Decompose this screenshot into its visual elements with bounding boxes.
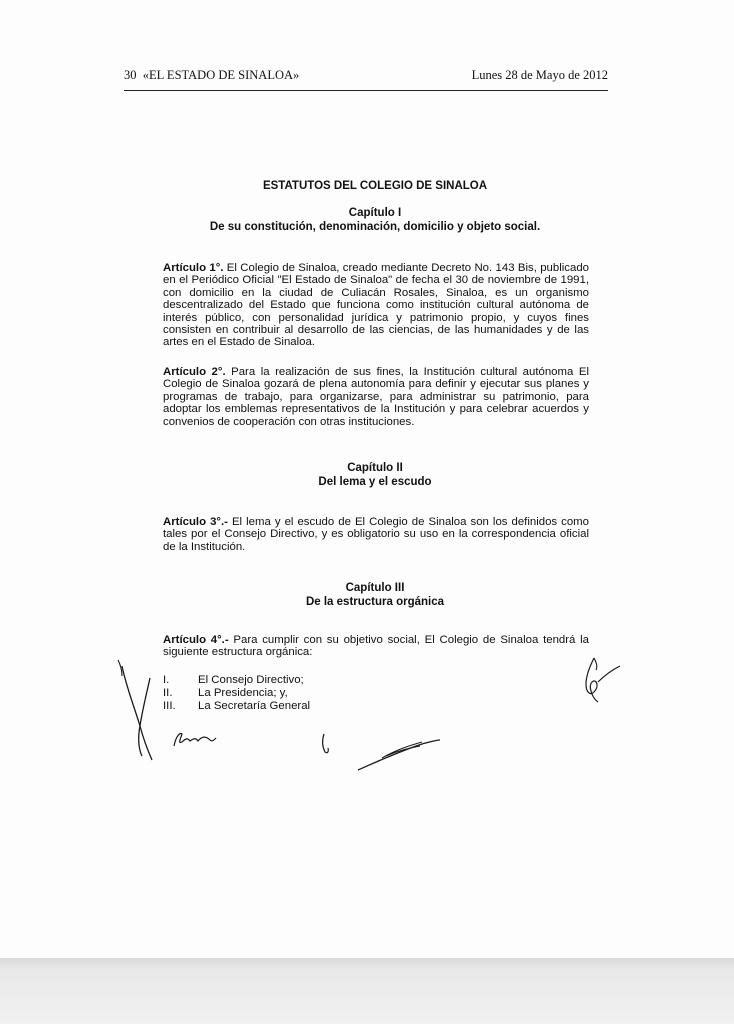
chapter-2-heading: Capítulo II xyxy=(347,462,403,474)
list-item xyxy=(163,687,363,700)
chapter-1-subtitle: De su constitución, denominación, domicilio y objeto social. xyxy=(209,221,541,233)
article-4 xyxy=(163,634,589,659)
article-1-label: Artículo 1°. xyxy=(163,262,224,274)
article-3-label: Artículo 3°.- xyxy=(163,516,228,528)
article-3-text: El lema y el escudo de El Colegio de Sinaloa son los definidos como tales por el Consejo Directivo, y es obligatorio su uso en la correspondencia oficial de la Institución. xyxy=(163,516,589,553)
list-item-number: III. xyxy=(163,700,176,713)
list-item-text: El Consejo Directivo; xyxy=(198,674,304,686)
article-2-text: Para la realización de sus fines, la Institución cultural autónoma El Colegio de Sinaloa gozará de plena autonomía para definir y ejecutar sus planes y programas de trabajo, para organizarse, para administrar su patrimonio, para adoptar los emblemas representativos de la Institución y para celebrar acuerdos y convenios de cooperación con otras instituciones. xyxy=(163,366,589,428)
article-2 xyxy=(163,366,589,428)
article-4-label: Artículo 4°.- xyxy=(163,634,229,646)
list-item-text: La Secretaría General xyxy=(198,700,311,713)
header-rule xyxy=(124,90,608,91)
document-title: ESTATUTOS DEL COLEGIO DE SINALOA xyxy=(262,180,488,192)
chapter-3-subtitle: De la estructura orgánica xyxy=(305,596,445,608)
chapter-3-heading: Capítulo III xyxy=(345,582,405,594)
list-item xyxy=(163,674,363,687)
chapter-1-heading: Capítulo I xyxy=(348,207,402,219)
article-4-text: Para cumplir con su objetivo social, El Colegio de Sinaloa tendrá la siguiente estructura orgánica: xyxy=(163,634,589,659)
header-left: 30 «EL ESTADO DE SINALOA» xyxy=(124,68,300,82)
article-1-text: El Colegio de Sinaloa, creado mediante Decreto No. 143 Bis, publicado en el Periódico Oficial "El Estado de Sinaloa" de fecha el 30 de noviembre de 1991, con domicilio en la ciudad de Culiacán Rosales, Sinaloa, es un organismo descentralizado del Estado que funciona como institución cultural autónoma de interés público, con personalidad jurídica y patrimonio propio, y cuyos fines consisten en contribuir al desarrollo de las ciencias, de las humanidades y de las artes en el Estado de Sinaloa. xyxy=(163,262,589,349)
list-item-number: I. xyxy=(163,674,170,686)
article-3 xyxy=(163,516,589,553)
signature-left-mark xyxy=(112,656,162,766)
list-item-number: II. xyxy=(163,687,173,700)
signature-center xyxy=(352,734,444,774)
list-item xyxy=(163,700,363,713)
structure-list xyxy=(163,674,363,714)
signature-right xyxy=(574,652,624,710)
article-2-label: Artículo 2°. xyxy=(163,366,226,378)
header-date: Lunes 28 de Mayo de 2012 xyxy=(471,68,608,82)
signature-initials xyxy=(170,726,218,752)
signature-small-mark xyxy=(316,730,336,760)
chapter-2-subtitle: Del lema y el escudo xyxy=(318,476,432,488)
list-item-text: La Presidencia; y, xyxy=(198,687,288,700)
article-1 xyxy=(163,262,589,349)
scan-edge xyxy=(0,958,734,1024)
page-header xyxy=(124,68,608,88)
